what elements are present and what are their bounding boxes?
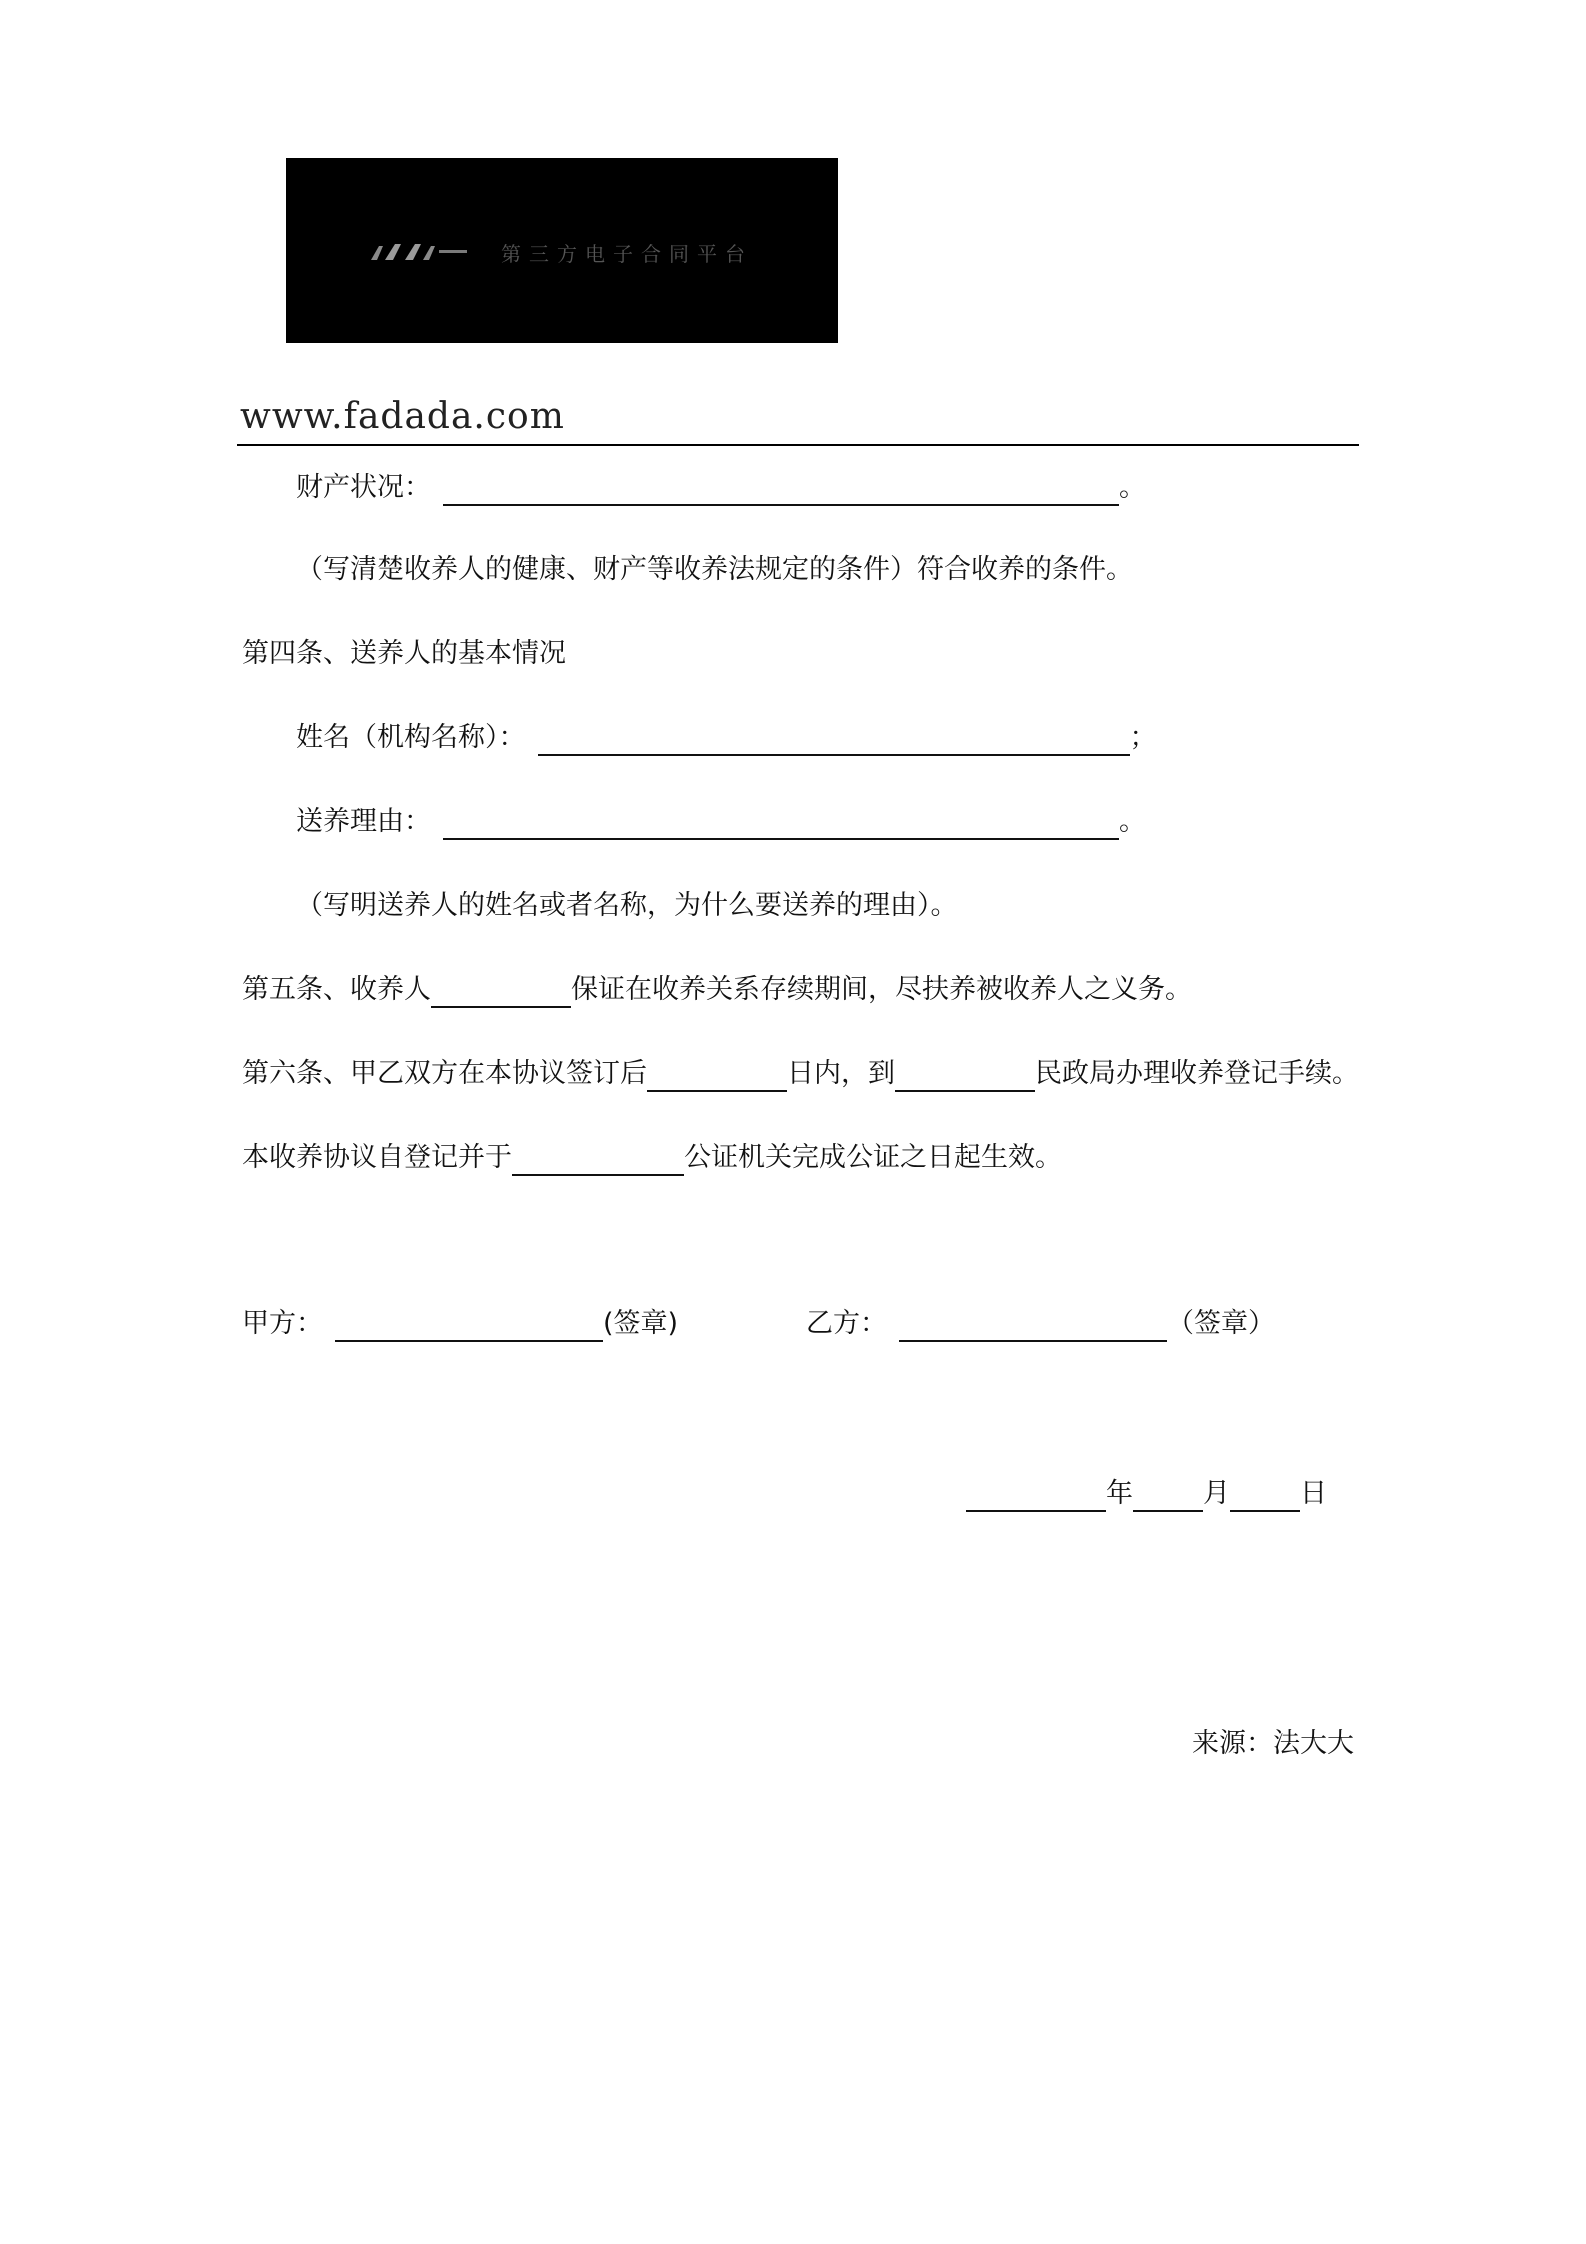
party-b-seal: （签章） [1167,1308,1275,1339]
party-a-blank[interactable] [335,1310,603,1342]
property-end: 。 [1119,472,1146,503]
article-6 [242,1056,1359,1092]
party-a-seal: (签章) [603,1308,679,1339]
fadada-logo-mark [369,242,469,260]
name-blank[interactable] [538,724,1130,756]
article-5 [242,972,1192,1008]
reason-blank[interactable] [443,808,1119,840]
days-blank[interactable] [647,1060,787,1092]
site-url: www.fadada.com [240,396,565,437]
party-b-blank[interactable] [899,1310,1167,1342]
name-label: 姓名（机构名称）： [296,722,526,753]
article-5-post: 保证在收养关系存续期间，尽扶养被收养人之义务。 [571,974,1192,1005]
bureau-blank[interactable] [895,1060,1035,1092]
effect-pre: 本收养协议自登记并于 [242,1142,512,1173]
name-end: ； [1129,722,1157,753]
effect-post: 公证机关完成公证之日起生效。 [684,1142,1062,1173]
reason-line [296,804,1146,840]
article-4-title-text: 第四条、送养人的基本情况 [242,638,566,669]
day-label: 日 [1300,1478,1327,1509]
adopter-note-text: （写清楚收养人的健康、财产等收养法规定的条件）符合收养的条件。 [296,554,1133,585]
adopter-blank[interactable] [431,976,571,1008]
article-6-pre: 第六条、甲乙双方在本协议签订后 [242,1058,647,1089]
header-divider [237,444,1359,446]
article-6-mid: 日内，到 [787,1058,895,1089]
property-line [296,470,1146,506]
month-label: 月 [1203,1478,1230,1509]
party-a-label: 甲方： [242,1308,323,1339]
giver-note-text: （写明送养人的姓名或者名称，为什么要送养的理由）。 [296,890,958,921]
party-b-signature [806,1306,1275,1342]
effect-clause [242,1140,1062,1176]
article-5-pre: 第五条、收养人 [242,974,431,1005]
reason-label: 送养理由： [296,806,431,837]
giver-note [296,888,958,924]
source-credit: 来源：法大大 [1192,1728,1354,1759]
date-line [966,1476,1327,1512]
day-blank[interactable] [1230,1480,1300,1512]
month-blank[interactable] [1133,1480,1203,1512]
article-6-post: 民政局办理收养登记手续。 [1035,1058,1359,1089]
adopter-note [296,552,1133,588]
notary-blank[interactable] [512,1144,684,1176]
property-label: 财产状况： [296,472,431,503]
logo-text: 第三方电子合同平台 [501,242,753,266]
name-line [296,720,1157,756]
year-blank[interactable] [966,1480,1106,1512]
party-a-signature [242,1306,678,1342]
year-label: 年 [1106,1478,1133,1509]
property-blank[interactable] [443,474,1119,506]
party-b-label: 乙方： [806,1308,887,1339]
reason-end: 。 [1119,806,1146,837]
fadada-logo [286,158,838,343]
article-4-title [242,636,566,672]
